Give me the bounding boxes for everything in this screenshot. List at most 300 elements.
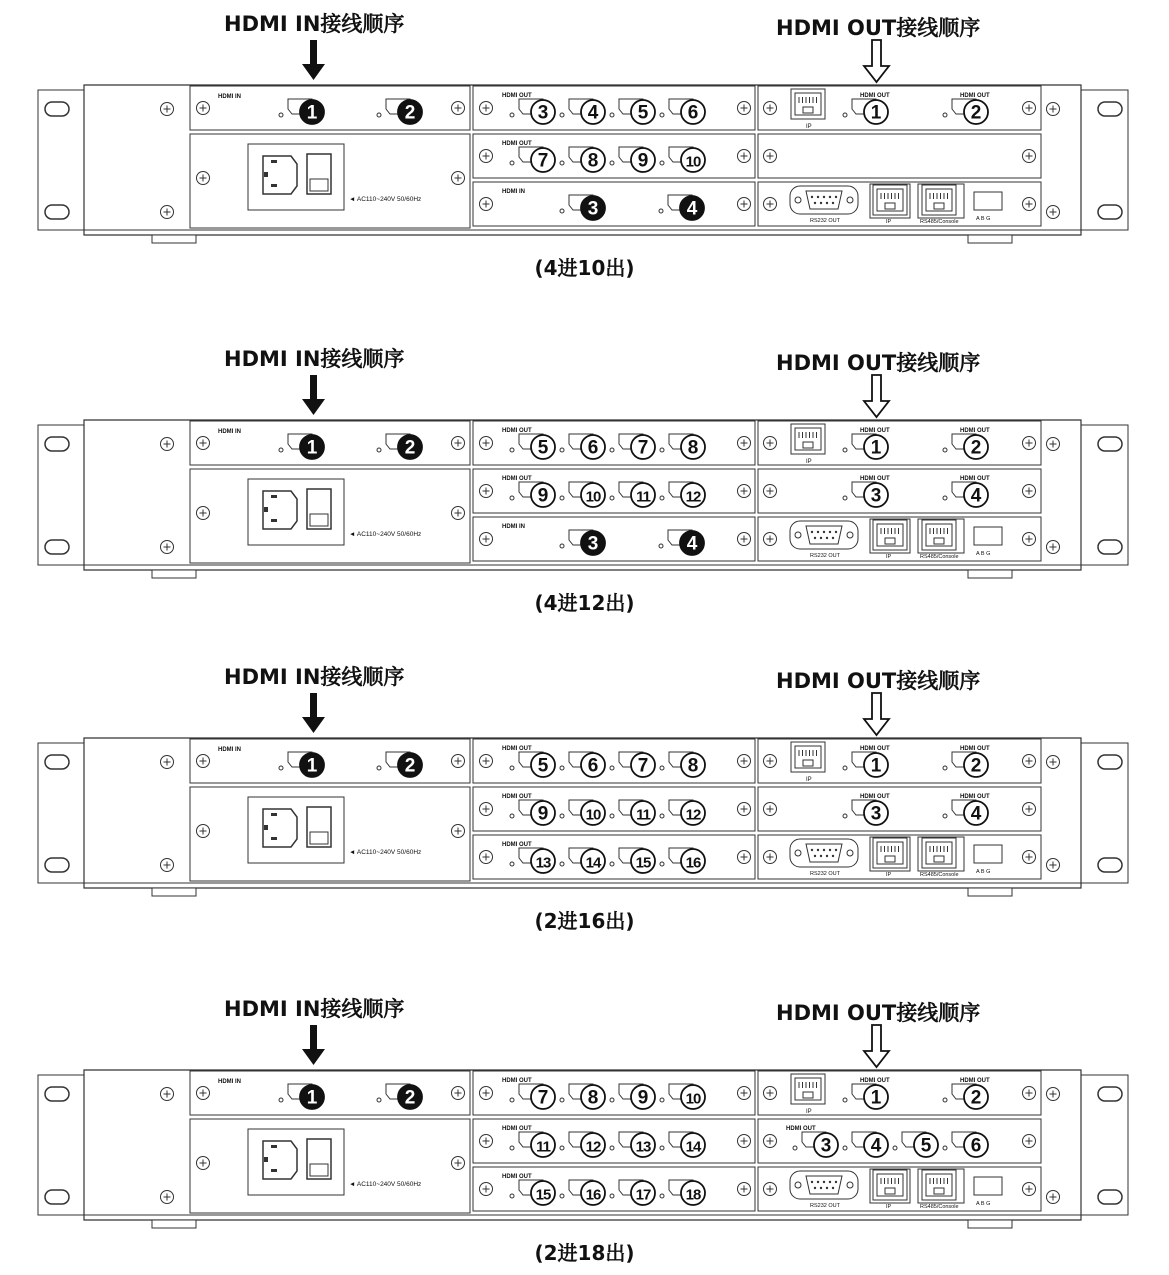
port-number-badge — [631, 1085, 655, 1109]
screw-icon — [452, 102, 465, 115]
screw-icon — [764, 102, 777, 115]
port-number: 1 — [870, 755, 882, 777]
mount-hole-icon — [45, 102, 69, 116]
rack-chassis-drawing — [0, 683, 1169, 933]
screw-icon — [738, 102, 751, 115]
screw-icon — [161, 206, 174, 219]
screw-icon — [452, 437, 465, 450]
port-number-badge — [631, 849, 655, 873]
port-number: 10 — [685, 1090, 701, 1108]
screw-icon — [452, 172, 465, 185]
port-number: 4 — [587, 102, 599, 124]
port-number-badge — [581, 148, 605, 172]
rj45-port-icon — [873, 520, 907, 550]
port-number: 16 — [685, 854, 701, 872]
port-number-badge — [681, 801, 705, 825]
card-label: HDMI OUT — [960, 428, 990, 434]
port-number: 4 — [970, 485, 982, 507]
ip-label: IP — [886, 554, 892, 560]
port-number-badge-filled — [398, 435, 422, 459]
screw-icon — [197, 507, 210, 520]
mount-hole-icon — [45, 1087, 69, 1101]
screw-icon — [161, 859, 174, 872]
chassis-foot — [968, 570, 1012, 578]
mount-hole-icon — [1098, 437, 1122, 451]
port-number-badge — [531, 801, 555, 825]
port-number: 1 — [870, 1087, 882, 1109]
card-label: HDMI OUT — [860, 476, 890, 482]
screw-icon — [480, 102, 493, 115]
terminal-abg-label: A B G — [976, 216, 991, 222]
screw-icon — [764, 198, 777, 211]
port-number: 1 — [306, 755, 318, 777]
hdmi-in-order-title: HDMI IN接线顺序 — [224, 997, 405, 1021]
port-number: 3 — [870, 485, 882, 507]
rj45-port-icon — [791, 424, 825, 454]
port-number-badge — [681, 148, 705, 172]
screw-icon — [738, 1087, 751, 1100]
port-number-badge — [681, 435, 705, 459]
mount-hole-icon — [45, 540, 69, 554]
port-number-badge-filled — [680, 196, 704, 220]
screw-icon — [764, 755, 777, 768]
db9-port-icon — [790, 1171, 858, 1199]
screw-icon — [197, 1087, 210, 1100]
rs485-label: RS485/Console — [920, 554, 959, 560]
port-number: 7 — [637, 755, 649, 777]
configuration-caption: (4进10出) — [534, 256, 635, 280]
screw-icon — [1023, 485, 1036, 498]
port-number: 2 — [970, 755, 982, 777]
port-number-badge — [631, 753, 655, 777]
chassis-foot — [968, 235, 1012, 243]
screw-icon — [1023, 755, 1036, 768]
ip-label: IP — [886, 1204, 892, 1210]
terminal-block-icon — [974, 1177, 1002, 1195]
port-number: 6 — [687, 102, 699, 124]
ip-label: IP — [806, 777, 812, 783]
screw-icon — [1023, 1087, 1036, 1100]
port-number-badge — [864, 1133, 888, 1157]
right-cards — [758, 739, 1041, 879]
port-number: 5 — [537, 755, 549, 777]
ip-label: IP — [886, 219, 892, 225]
port-number: 9 — [637, 1087, 649, 1109]
chassis-foot — [152, 1220, 196, 1228]
port-number: 16 — [585, 1186, 601, 1204]
screw-icon — [1047, 103, 1060, 116]
card-label: HDMI OUT — [860, 1078, 890, 1084]
power-socket-icon — [248, 797, 344, 863]
down-arrow-outline-icon — [864, 375, 889, 417]
port-number-badge — [581, 435, 605, 459]
screw-icon — [764, 1135, 777, 1148]
db9-port-icon — [790, 521, 858, 549]
port-number-badge — [581, 1085, 605, 1109]
screw-icon — [197, 755, 210, 768]
chassis-group — [38, 738, 1128, 896]
card-label: HDMI OUT — [960, 1078, 990, 1084]
rs232-label: RS232 OUT — [810, 218, 840, 224]
screw-icon — [480, 198, 493, 211]
screw-icon — [764, 1183, 777, 1196]
left-input-card — [190, 1071, 470, 1115]
screw-icon — [452, 1087, 465, 1100]
port-number-badge-filled — [398, 100, 422, 124]
card-label: HDMI IN — [218, 747, 241, 753]
screw-icon — [1023, 851, 1036, 864]
screw-icon — [452, 1157, 465, 1170]
configuration-caption: (4进12出) — [534, 591, 635, 615]
port-number: 4 — [970, 803, 982, 825]
ip-label: IP — [806, 1109, 812, 1115]
port-number: 18 — [685, 1186, 701, 1204]
io-card — [758, 469, 1041, 513]
screw-icon — [1047, 206, 1060, 219]
port-number-badge — [631, 801, 655, 825]
hdmi-in-order-title: HDMI IN接线顺序 — [224, 665, 405, 689]
port-number-badge — [581, 100, 605, 124]
configuration-section — [0, 0, 1169, 290]
card-label: HDMI OUT — [502, 1126, 532, 1132]
screw-icon — [452, 507, 465, 520]
screw-icon — [764, 485, 777, 498]
mount-hole-icon — [1098, 1190, 1122, 1204]
port-number: 8 — [687, 755, 699, 777]
port-number-badge — [581, 1181, 605, 1205]
down-arrow-outline-icon — [864, 40, 889, 82]
port-number: 12 — [685, 806, 701, 824]
rj45-port-icon — [922, 185, 956, 215]
port-number-badge — [864, 483, 888, 507]
port-number-badge-filled — [680, 531, 704, 555]
screw-icon — [480, 1135, 493, 1148]
port-number: 4 — [870, 1135, 882, 1157]
screw-icon — [452, 755, 465, 768]
power-rating-label: ◄ AC110~240V 50/60Hz — [349, 849, 422, 856]
port-number: 8 — [687, 437, 699, 459]
port-number-badge — [631, 483, 655, 507]
port-number: 9 — [537, 803, 549, 825]
port-number: 3 — [537, 102, 549, 124]
port-number-badge — [631, 100, 655, 124]
port-number-badge — [864, 100, 888, 124]
port-number-badge-filled — [300, 753, 324, 777]
screw-icon — [161, 541, 174, 554]
configuration-caption: (2进18出) — [534, 1241, 635, 1265]
right-cards — [758, 421, 1041, 561]
card-label: HDMI OUT — [860, 794, 890, 800]
terminal-block-icon — [974, 192, 1002, 210]
port-number: 10 — [585, 488, 601, 506]
down-arrow-solid-icon — [302, 375, 325, 415]
card-label: HDMI OUT — [860, 428, 890, 434]
screw-icon — [161, 1191, 174, 1204]
screw-icon — [480, 803, 493, 816]
screw-icon — [738, 485, 751, 498]
port-number-badge — [964, 435, 988, 459]
configuration-section — [0, 335, 1169, 625]
port-number-badge — [681, 483, 705, 507]
chassis-foot — [968, 888, 1012, 896]
screw-icon — [1047, 756, 1060, 769]
card-label: HDMI OUT — [960, 746, 990, 752]
port-number-badge — [581, 753, 605, 777]
port-number-badge — [864, 753, 888, 777]
screw-icon — [1047, 541, 1060, 554]
card-label: HDMI OUT — [960, 93, 990, 99]
card-label: HDMI OUT — [502, 794, 532, 800]
screw-icon — [480, 851, 493, 864]
down-arrow-outline-icon — [864, 693, 889, 735]
screw-icon — [1023, 198, 1036, 211]
port-number: 5 — [920, 1135, 932, 1157]
card-label: HDMI OUT — [502, 746, 532, 752]
port-number: 7 — [537, 150, 549, 172]
port-number-badge — [581, 801, 605, 825]
port-number-badge-filled — [398, 1085, 422, 1109]
port-number: 8 — [587, 1087, 599, 1109]
mount-hole-icon — [45, 858, 69, 872]
port-number-badge — [814, 1133, 838, 1157]
configuration-section — [0, 653, 1169, 943]
port-number-badge — [631, 435, 655, 459]
power-rating-label: ◄ AC110~240V 50/60Hz — [349, 1181, 422, 1188]
port-number-badge-filled — [300, 435, 324, 459]
port-number-badge — [964, 100, 988, 124]
mount-hole-icon — [1098, 858, 1122, 872]
card-label: HDMI OUT — [860, 746, 890, 752]
screw-icon — [197, 1157, 210, 1170]
db9-port-icon — [790, 839, 858, 867]
io-card — [758, 134, 1041, 178]
screw-icon — [161, 103, 174, 116]
screw-icon — [480, 1183, 493, 1196]
port-number: 2 — [404, 102, 416, 124]
terminal-block-icon — [974, 845, 1002, 863]
port-number: 14 — [585, 854, 601, 872]
port-number: 2 — [404, 437, 416, 459]
screw-icon — [738, 755, 751, 768]
rack-chassis-drawing — [0, 365, 1169, 615]
mount-hole-icon — [45, 205, 69, 219]
rs232-label: RS232 OUT — [810, 1203, 840, 1209]
screw-icon — [480, 533, 493, 546]
port-number: 14 — [685, 1138, 701, 1156]
port-number-badge — [581, 1133, 605, 1157]
port-number: 11 — [636, 806, 650, 824]
port-number: 11 — [536, 1138, 550, 1156]
card-label: HDMI OUT — [502, 93, 532, 99]
port-number: 11 — [636, 488, 650, 506]
screw-icon — [480, 485, 493, 498]
rj45-port-icon — [791, 1074, 825, 1104]
port-number-badge — [964, 1133, 988, 1157]
screw-icon — [1047, 1191, 1060, 1204]
hdmi-out-order-title: HDMI OUT接线顺序 — [776, 669, 981, 693]
port-number-badge-filled — [300, 1085, 324, 1109]
screw-icon — [197, 102, 210, 115]
power-socket-icon — [248, 144, 344, 210]
port-number-badge — [681, 1085, 705, 1109]
port-number-badge — [581, 849, 605, 873]
port-number-badge — [631, 1181, 655, 1205]
port-number-badge-filled — [581, 531, 605, 555]
card-label: HDMI OUT — [502, 428, 532, 434]
port-number: 2 — [970, 1087, 982, 1109]
configuration-caption: (2进16出) — [534, 909, 635, 933]
rj45-port-icon — [922, 520, 956, 550]
rj45-port-icon — [873, 185, 907, 215]
port-number: 13 — [535, 854, 551, 872]
rack-chassis-drawing — [0, 30, 1169, 280]
terminal-block-icon — [974, 527, 1002, 545]
screw-icon — [1023, 533, 1036, 546]
rj45-port-icon — [873, 838, 907, 868]
screw-icon — [197, 172, 210, 185]
port-number: 2 — [404, 755, 416, 777]
card-label: HDMI OUT — [960, 476, 990, 482]
hdmi-out-order-title: HDMI OUT接线顺序 — [776, 16, 981, 40]
right-cards — [758, 1071, 1041, 1211]
rs232-label: RS232 OUT — [810, 871, 840, 877]
port-number-badge — [864, 1085, 888, 1109]
port-number-badge — [531, 753, 555, 777]
port-number-badge — [681, 100, 705, 124]
screw-icon — [738, 803, 751, 816]
screw-icon — [1023, 150, 1036, 163]
chassis-group — [38, 85, 1128, 243]
rs485-label: RS485/Console — [920, 1204, 959, 1210]
card-label: HDMI IN — [218, 94, 241, 100]
ip-label: IP — [806, 124, 812, 130]
screw-icon — [1047, 1088, 1060, 1101]
screw-icon — [738, 1183, 751, 1196]
screw-icon — [1023, 102, 1036, 115]
port-number: 6 — [587, 437, 599, 459]
port-number: 6 — [970, 1135, 982, 1157]
configuration-section — [0, 985, 1169, 1275]
hdmi-out-order-title: HDMI OUT接线顺序 — [776, 1001, 981, 1025]
port-number-badge — [531, 1085, 555, 1109]
terminal-abg-label: A B G — [976, 1201, 991, 1207]
card-label: HDMI OUT — [860, 93, 890, 99]
hdmi-in-order-title: HDMI IN接线顺序 — [224, 347, 405, 371]
port-number-badge — [631, 148, 655, 172]
rs232-label: RS232 OUT — [810, 553, 840, 559]
port-number-badge-filled — [581, 196, 605, 220]
screw-icon — [764, 437, 777, 450]
left-input-card — [190, 739, 470, 783]
port-number: 1 — [306, 1087, 318, 1109]
screw-icon — [764, 851, 777, 864]
rj45-port-icon — [791, 742, 825, 772]
mount-hole-icon — [1098, 205, 1122, 219]
chassis-group — [38, 420, 1128, 578]
screw-icon — [480, 150, 493, 163]
port-number-badge — [681, 849, 705, 873]
port-number: 17 — [635, 1186, 651, 1204]
mount-hole-icon — [45, 437, 69, 451]
chassis-foot — [968, 1220, 1012, 1228]
screw-icon — [1047, 859, 1060, 872]
port-number: 7 — [637, 437, 649, 459]
ip-label: IP — [806, 459, 812, 465]
down-arrow-solid-icon — [302, 693, 325, 733]
port-number: 15 — [535, 1186, 551, 1204]
middle-cards — [473, 1071, 755, 1211]
port-number-badge — [964, 753, 988, 777]
port-number-badge — [531, 849, 555, 873]
port-number-badge-filled — [398, 753, 422, 777]
down-arrow-solid-icon — [302, 40, 325, 80]
power-module — [190, 1119, 470, 1213]
port-number-badge — [864, 435, 888, 459]
chassis-foot — [152, 570, 196, 578]
port-number: 7 — [537, 1087, 549, 1109]
mount-hole-icon — [1098, 755, 1122, 769]
mount-hole-icon — [1098, 540, 1122, 554]
port-number: 9 — [637, 150, 649, 172]
port-number: 12 — [585, 1138, 601, 1156]
port-number: 15 — [635, 854, 651, 872]
power-module — [190, 469, 470, 563]
terminal-abg-label: A B G — [976, 551, 991, 557]
port-number-badge — [964, 1085, 988, 1109]
screw-icon — [1023, 803, 1036, 816]
port-number: 10 — [685, 153, 701, 171]
io-card — [758, 787, 1041, 831]
screw-icon — [161, 438, 174, 451]
rj45-port-icon — [791, 89, 825, 119]
down-arrow-outline-icon — [864, 1025, 889, 1067]
port-number: 2 — [970, 102, 982, 124]
port-number: 2 — [970, 437, 982, 459]
port-number-badge — [681, 1181, 705, 1205]
port-number: 5 — [537, 437, 549, 459]
port-number: 6 — [587, 755, 599, 777]
middle-cards — [473, 739, 755, 879]
mount-hole-icon — [45, 755, 69, 769]
screw-icon — [738, 1135, 751, 1148]
card-label: HDMI OUT — [502, 1174, 532, 1180]
screw-icon — [764, 803, 777, 816]
right-cards — [758, 86, 1041, 226]
left-input-card — [190, 421, 470, 465]
port-number-badge — [531, 100, 555, 124]
chassis-foot — [152, 235, 196, 243]
hdmi-in-order-title: HDMI IN接线顺序 — [224, 12, 405, 36]
port-number-badge — [631, 1133, 655, 1157]
screw-icon — [480, 437, 493, 450]
port-number: 9 — [537, 485, 549, 507]
port-number: 12 — [685, 488, 701, 506]
port-number-badge — [581, 483, 605, 507]
screw-icon — [764, 533, 777, 546]
card-label: HDMI OUT — [960, 794, 990, 800]
port-number-badge — [681, 1133, 705, 1157]
screw-icon — [764, 1087, 777, 1100]
port-number-badge — [964, 801, 988, 825]
card-label: HDMI IN — [218, 1079, 241, 1085]
left-input-card — [190, 86, 470, 130]
port-number: 1 — [306, 437, 318, 459]
screw-icon — [1023, 1135, 1036, 1148]
port-number: 1 — [870, 102, 882, 124]
mount-hole-icon — [1098, 1087, 1122, 1101]
hdmi-out-order-title: HDMI OUT接线顺序 — [776, 351, 981, 375]
power-rating-label: ◄ AC110~240V 50/60Hz — [349, 531, 422, 538]
